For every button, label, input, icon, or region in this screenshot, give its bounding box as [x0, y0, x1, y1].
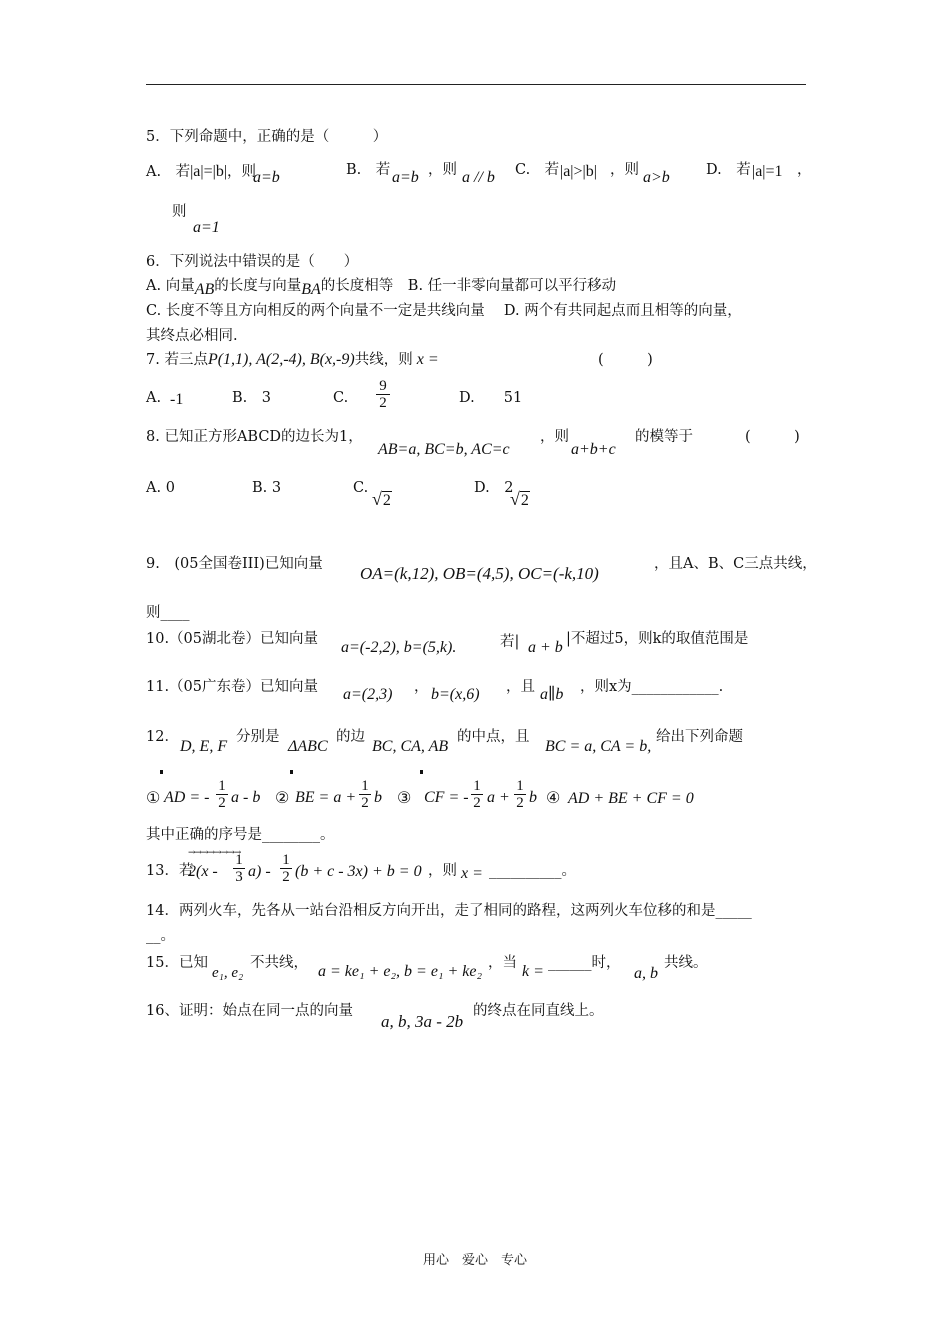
q5-a-then: ，则 — [227, 164, 257, 180]
q8-paren: ( ) — [745, 429, 800, 445]
q11-stem-b: ，且 — [506, 679, 535, 695]
q12-mark-2 — [290, 770, 293, 774]
q13-stem-b: ，则 — [428, 863, 457, 879]
q12-rel: BC = a, CA = b, — [545, 738, 652, 755]
q15-m3: k = — [522, 963, 544, 980]
q6-line1-a: A. 向量 — [146, 278, 195, 294]
q15-m4: a, b — [634, 965, 658, 982]
q12-p3-fraction-1 — [471, 778, 483, 811]
q10-stem-b: 若| — [500, 634, 520, 650]
q6-ba: BA — [301, 281, 321, 298]
q12-num: 12． — [146, 729, 179, 745]
q8-d-val: 2 — [520, 492, 529, 509]
q5-b-then: ，则 — [428, 162, 457, 178]
q13-m2: a) - — [248, 863, 271, 880]
q6-stem: 6．下列说法中错误的是（ ） — [146, 254, 359, 270]
q8-stem-sum: a+b+c — [571, 441, 616, 458]
q15-stem-a: 15．已知 — [146, 955, 208, 971]
q6-line1-c: 的长度相等 B. 任一非零向量都可以平行移动 — [320, 278, 617, 294]
q5-b — [346, 160, 390, 180]
q16-math: a, b, 3a - 2b — [381, 1012, 464, 1031]
q8-stem-math: AB=a, BC=b, AC=c — [378, 441, 510, 458]
q15-stem-c: ，当 — [488, 955, 517, 971]
q8-stem-c: 的模等于 — [635, 429, 693, 445]
q7-d-label: D. 51 — [459, 390, 523, 406]
q5-options — [146, 162, 256, 182]
q13-stem-c: __________。 — [489, 863, 576, 879]
q12-p1-den: 2 — [218, 795, 226, 811]
q12-p4-math: AD + BE + CF = 0 — [568, 790, 694, 807]
q12-sides: BC, CA, AB — [372, 738, 449, 755]
q5-d-then: 则 — [172, 204, 187, 220]
q12-p3-mid: a + — [487, 789, 510, 806]
q7-stem-x: x = — [416, 351, 439, 368]
q5-a-res: a=b — [253, 169, 280, 186]
q5-c-label: C. 若 — [515, 162, 560, 178]
q12-p3-den: 2 — [473, 795, 481, 811]
q13-m4: x = — [461, 865, 483, 882]
q5-d-res: a=1 — [193, 219, 220, 236]
q10-math: a=(-2,2), b=(5,k). — [341, 639, 457, 656]
q5-b-label: B. 若 — [346, 162, 391, 178]
q9-stem-b: ，且A、B、C三点共线， — [654, 556, 817, 572]
q5-a-math: |a|=|b| — [190, 163, 228, 180]
q16-stem-a: 16、证明：始点在同一点的向量 — [146, 1003, 353, 1019]
q12-p3-marker: ③ — [397, 788, 412, 807]
q5-b-math: a=b — [392, 169, 419, 186]
q12-p1-marker: ① — [146, 788, 161, 807]
q8-c-sqrt: √2 — [372, 489, 391, 509]
q9-then: 则____ — [146, 605, 190, 621]
q10-mid: a + b — [528, 639, 563, 656]
q12-p2-lhs: BE = a + — [295, 789, 357, 806]
q13-stem-a: 13．若 — [146, 863, 194, 879]
q5-d-math: |a|=1 — [752, 163, 783, 180]
q8-b: B. 3 — [252, 480, 282, 496]
header-rule — [146, 84, 806, 85]
q13-den: 3 — [235, 869, 243, 885]
q8-stem-b: ，则 — [540, 429, 569, 445]
q15-stem-b: 不共线， — [250, 955, 308, 971]
q5-c-math: |a|>|b| — [560, 163, 597, 180]
q11-m2: b=(x,6) — [431, 686, 480, 703]
q12-t4: 给出下列命题 — [656, 729, 743, 745]
q8-a: A. 0 — [146, 480, 175, 496]
q7-paren: ( ) — [598, 352, 653, 368]
q5-d-label: D. 若 — [706, 162, 751, 178]
q12-p1-num: 1 — [218, 778, 226, 794]
q12-def: D, E, F — [180, 738, 228, 755]
q12-p3-fraction-2 — [514, 778, 526, 811]
q13-arrows: →→→→→→→→ — [188, 848, 241, 858]
q8-d-sqrt: √2 — [510, 489, 529, 509]
q12-p3-num: 1 — [473, 778, 481, 794]
q7-stem-a: 7. 若三点 — [146, 352, 208, 368]
q7-stem-math: P(1,1), A(2,-4), B(x,-9) — [207, 351, 355, 368]
q13-num2: 1 — [282, 852, 290, 868]
q12-p1-fraction — [216, 778, 228, 811]
q6-line1 — [146, 276, 616, 296]
q7-stem-b: 共线，则 — [354, 352, 413, 368]
q15-stem-e: 共线。 — [664, 955, 708, 971]
q14-line2: __。 — [146, 928, 175, 944]
q12-p1-rhs: a - b — [231, 789, 261, 806]
q8-c-label: C. — [353, 480, 369, 496]
q12-p2-num: 1 — [361, 778, 369, 794]
q12-p3-num2: 1 — [516, 778, 524, 794]
q8-stem-a: 8. 已知正方形ABCD的边长为1， — [146, 429, 363, 445]
q15-m2: a = ke₁ + e₂, b = e₁ + ke₂ — [318, 963, 483, 980]
q6-ab: AB — [194, 281, 215, 298]
q11-m1: a=(2,3) — [343, 686, 393, 703]
q12-t3: 的中点，且 — [457, 729, 530, 745]
q13-num: 1 — [235, 852, 243, 868]
q7-c-den: 2 — [379, 395, 387, 411]
q12-tri: ΔABC — [288, 738, 328, 755]
q12-p2-rhs: b — [374, 789, 382, 806]
q8-c-val: 2 — [382, 492, 391, 509]
q7-stem — [146, 350, 439, 370]
q6-line3: 其终点必相同. — [146, 328, 238, 344]
page-footer: 用心 爱心 专心 — [422, 1253, 527, 1268]
q10-stem-a: 10.（05湖北卷）已知向量 — [146, 631, 319, 647]
q14-line1: 14．两列火车，先各从一站台沿相反方向开出，走了相同的路程，这两列火车位移的和是_____ — [146, 903, 752, 919]
q12-p3-rhs: b — [529, 789, 537, 806]
q5-c-then: ，则 — [610, 162, 639, 178]
q12-p2-marker: ② — [275, 788, 290, 807]
q11-stem-a: 11.（05广东卷）已知向量 — [146, 679, 319, 695]
q15-m1: e₁, e₂ — [212, 965, 244, 981]
q12-p4-marker: ④ — [546, 788, 561, 807]
q9-stem-a: 9. (05全国卷III)已知向量 — [146, 556, 323, 572]
q13-m1: 2(x - — [188, 863, 218, 880]
q5-c-res: a>b — [643, 169, 670, 186]
q12-mark-1 — [160, 770, 163, 774]
q5-a-label: A. 若 — [146, 164, 191, 180]
q12-p1-lhs: AD = - — [164, 789, 210, 806]
q7-a-label: A. — [146, 390, 162, 406]
q11-stem-c: ，则x为____________. — [580, 679, 724, 695]
q12-p3-lhs: CF = - — [424, 789, 469, 806]
q12-t1: 分别是 — [236, 729, 280, 745]
q10-stem-c: |不超过5，则k的取值范围是 — [566, 631, 749, 647]
q5-stem: 5．下列命题中，正确的是（ ） — [146, 129, 388, 145]
q12-p3-den2: 2 — [516, 795, 524, 811]
q6-line1-b: 的长度与向量 — [214, 278, 302, 294]
q7-c-label: C. — [333, 390, 349, 406]
q13-m3: (b + c - 3x) + b = 0 — [295, 863, 422, 880]
q7-c-fraction — [376, 378, 390, 411]
q12-p2-den: 2 — [361, 795, 369, 811]
q9-math: OA=(k,12), OB=(4,5), OC=(-k,10) — [360, 564, 599, 583]
q12-answer: 其中正确的序号是________。 — [146, 827, 335, 843]
q13-fraction-1 — [233, 852, 245, 885]
q5-d-comma: ， — [797, 162, 812, 178]
q16-stem-b: 的终点在同直线上。 — [473, 1003, 604, 1019]
q12-p2-fraction — [359, 778, 371, 811]
q12-t2: 的边 — [336, 729, 365, 745]
q12-mark-3 — [420, 770, 423, 774]
q6-line2: C. 长度不等且方向相反的两个向量不一定是共线向量 D. 两个有共同起点而且相等的向量， — [146, 303, 742, 319]
q11-m3: a∥b — [540, 686, 564, 703]
q7-c-num: 9 — [379, 378, 387, 394]
q7-b-label: B. 3 — [232, 390, 271, 406]
q13-fraction-2 — [280, 852, 292, 885]
q11-comma: ， — [414, 679, 429, 695]
q13-den2: 2 — [282, 869, 290, 885]
q8-d-label: D. 2 — [474, 480, 514, 496]
q15-stem-d: ______时， — [548, 955, 621, 971]
q7-a-val: -1 — [170, 391, 184, 408]
q5-b-res: a // b — [462, 169, 495, 186]
